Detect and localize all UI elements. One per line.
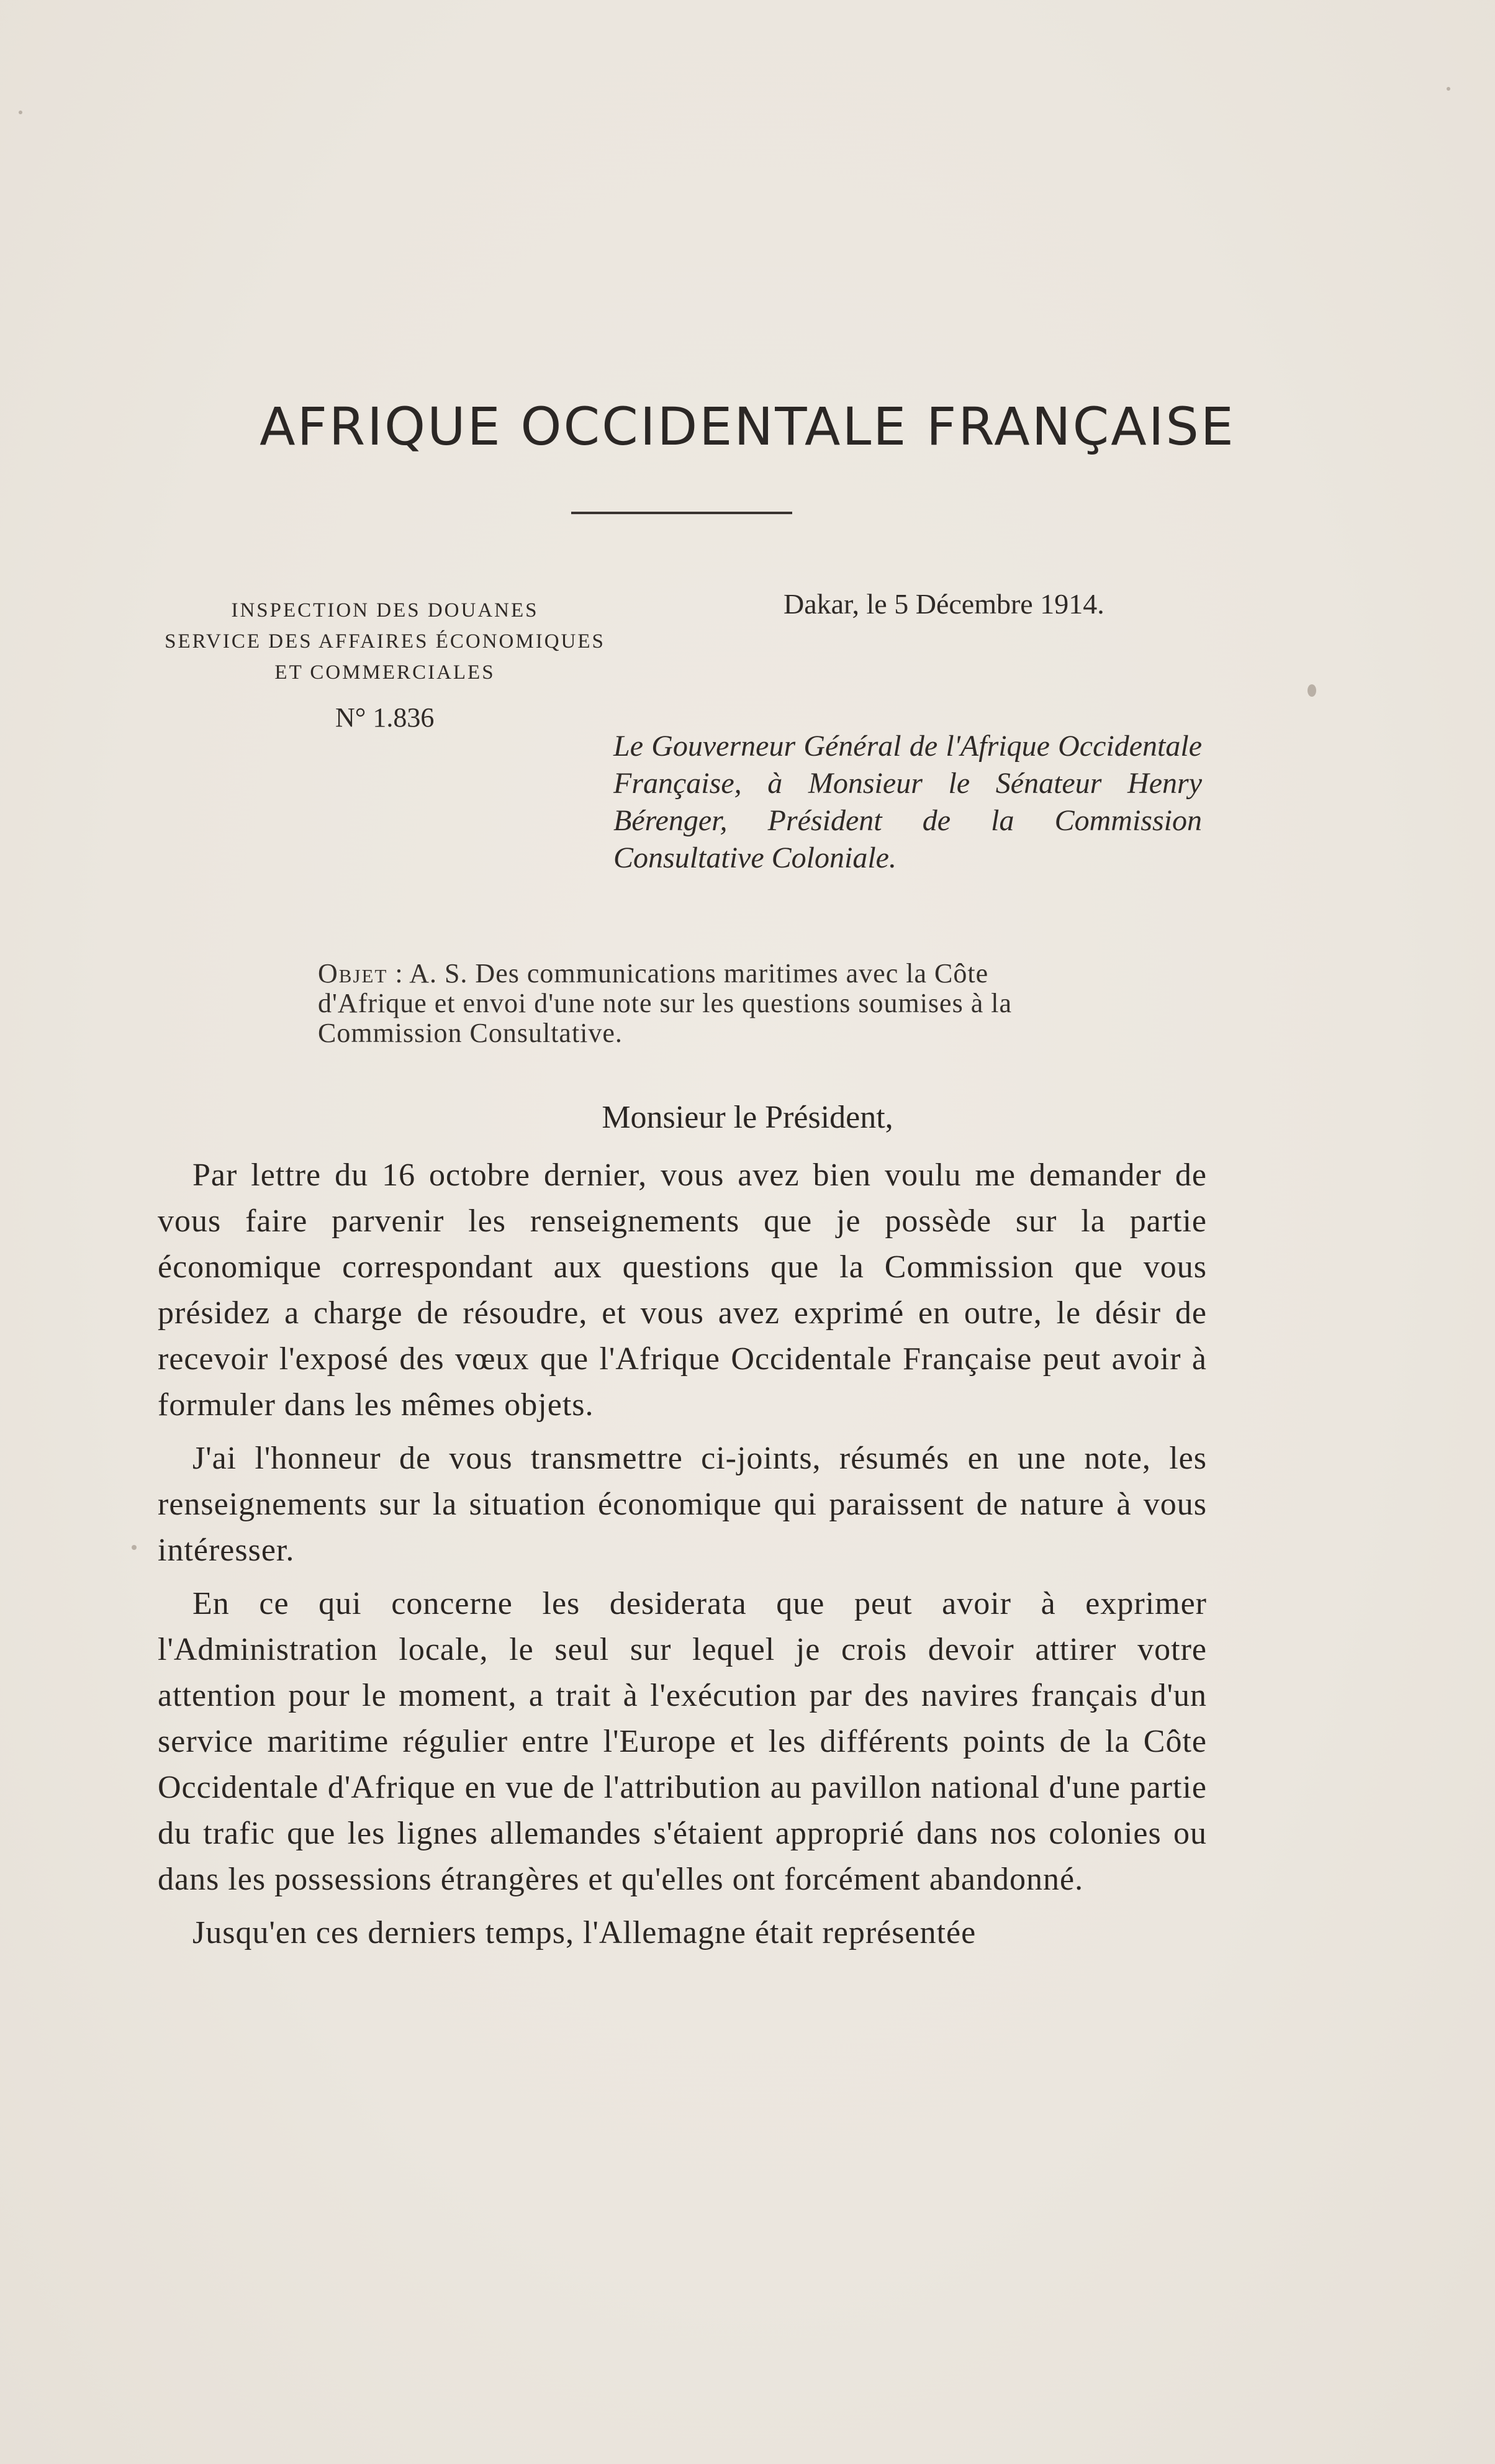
paragraph: Jusqu'en ces derniers temps, l'Allemagne était représentée xyxy=(192,1915,977,1950)
paper-speck xyxy=(132,1545,137,1550)
subject-line-3: Commission Consultative. xyxy=(318,1018,623,1048)
paragraph: Par lettre du 16 octobre dernier, vous avez bien voulu me demander de vous faire parvenir les renseignements que je possède sur la partie économique correspondant aux questions que la Commission que vous présidez a charge de résoudre, et vous avez exprimé en outre, le désir de recevoir l'exposé des vœux que l'Afrique Occidentale Française peut avoir à formuler dans les mêmes objets. xyxy=(158,1157,1207,1423)
service-line: SERVICE DES AFFAIRES ÉCONOMIQUES xyxy=(165,630,605,653)
service-block xyxy=(155,595,615,688)
subject-line-2: d'Afrique et envoi d'une note sur les questions soumises à la xyxy=(318,988,1012,1018)
paper-speck xyxy=(1308,684,1316,697)
subject-label: Objet xyxy=(318,958,388,989)
paragraph: J'ai l'honneur de vous transmettre ci-joints, résumés en une note, les renseignements sur la situation économique qui paraissent de nature à vous intéresser. xyxy=(158,1441,1207,1568)
paper-speck xyxy=(1447,87,1450,91)
heading-divider xyxy=(571,512,792,514)
subject-line-1 xyxy=(318,959,1206,989)
letter-body xyxy=(158,1153,1207,1964)
service-line: INSPECTION DES DOUANES xyxy=(231,599,539,622)
address-block: Le Gouverneur Général de l'Afrique Occidentale Française, à Monsieur le Sénateur Henry Bérenger, Président de la Commission Consultative Coloniale. xyxy=(613,730,1202,874)
paragraph: En ce qui concerne les desiderata que peut avoir à exprimer l'Administration locale, le seul sur lequel je crois devoir attirer votre attention pour le moment, a trait à l'exécution par des navires français d'un service maritime régulier entre l'Europe et les différents points de la Côte Occidentale d'Afrique en vue de l'attribution au pavillon national d'une partie du trafic que les lignes allemandes s'étaient approprié dans nos colonies ou dans les possessions étrangères et qu'elles ont forcément abandonné. xyxy=(158,1586,1207,1897)
dateline: Dakar, le 5 Décembre 1914. xyxy=(784,588,1104,620)
subject-text-1: : A. S. Des communications maritimes avec la Côte xyxy=(395,958,989,989)
paper-speck xyxy=(19,111,22,114)
document-heading: AFRIQUE OCCIDENTALE FRANÇAISE xyxy=(260,396,1235,457)
subject-block xyxy=(318,959,1206,1048)
salutation: Monsieur le Président, xyxy=(602,1100,893,1135)
service-line: ET COMMERCIALES xyxy=(274,661,495,684)
reference-number: N° 1.836 xyxy=(335,702,435,733)
